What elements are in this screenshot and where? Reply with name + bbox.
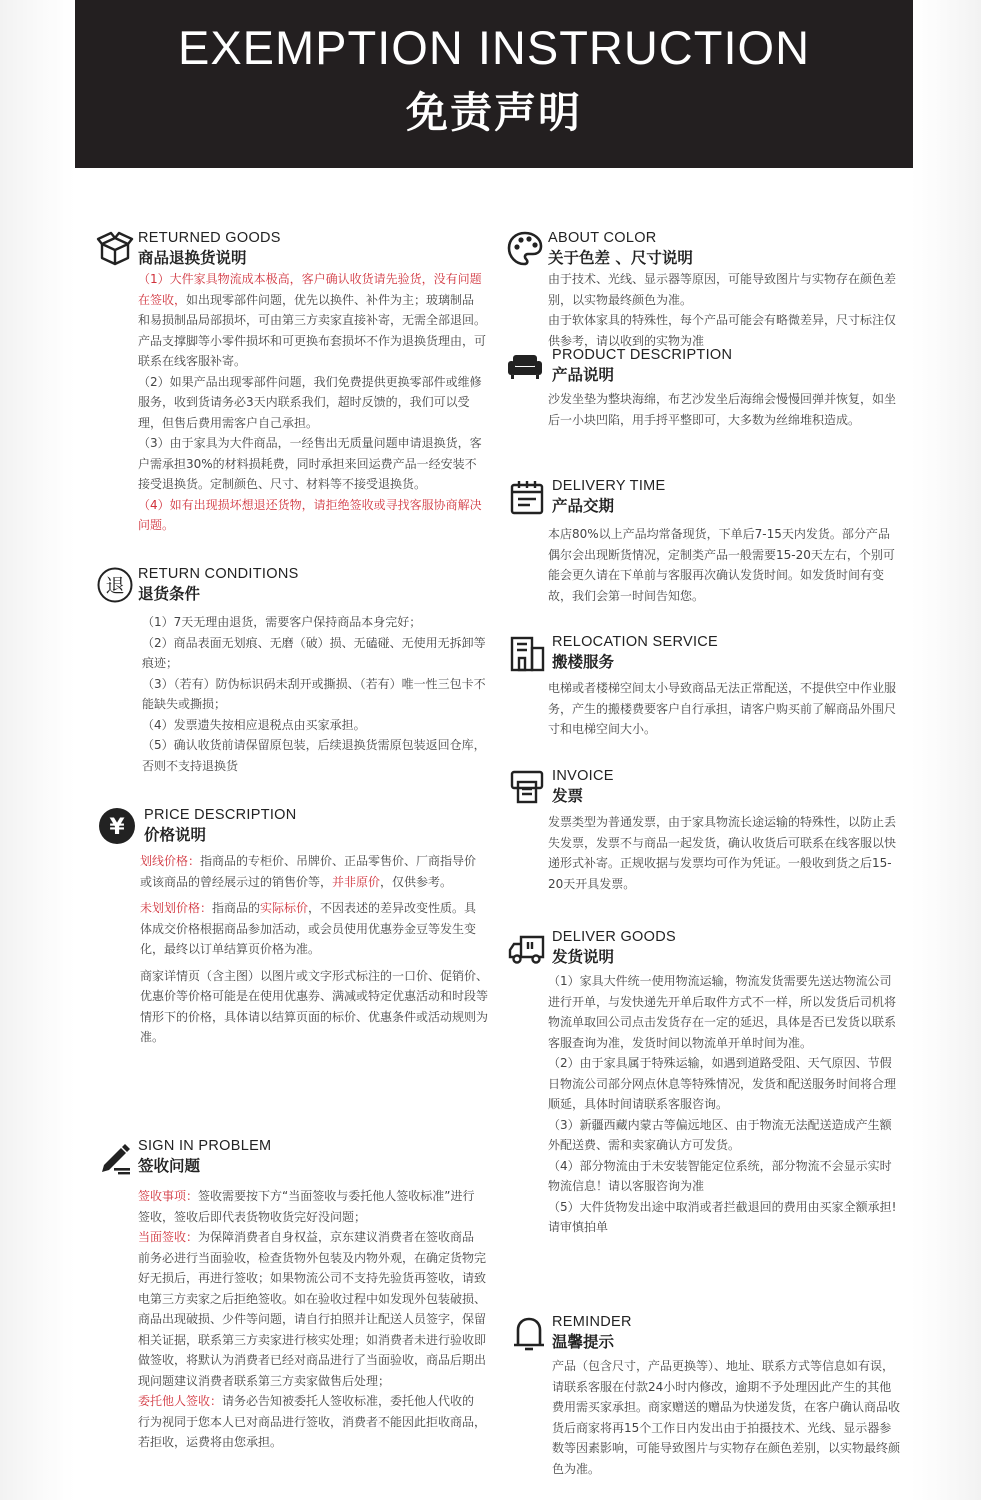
highlight-text: 并非原价 [332,874,381,889]
paragraph: （2）如果产品出现零部件问题，我们免费提供更换零部件或维修服务，收到货请务必3天内联系我们，超时反馈的，我们可以受理，但售后费用需客户自己承担。 [138,374,482,430]
section-reminder [510,1314,900,1479]
banner-title-zh: 免责声明 [405,88,582,137]
section-title-en: DELIVERY TIME [552,478,666,494]
section-body [508,678,898,740]
section-body [96,1186,486,1453]
list-item: （4）部分物流由于未安装智能定位系统，部分物流不会显示实时物流信息！请以客服咨询为准 [548,1158,892,1193]
section-header [510,1314,900,1354]
section-header [508,768,898,808]
highlight-text: （1）大件家具物流成本极高，客户确认收货请先验货，没有问题在签收， [138,272,482,307]
section-title-zh: 价格说明 [144,826,207,844]
banner-title-en: EXEMPTION INSTRUCTION [177,21,811,74]
section-header [96,230,486,270]
section-relocation-service [508,634,898,740]
section-title-zh: 发货说明 [552,948,615,966]
section-price-description [98,807,488,1048]
section-title-zh: 温馨提示 [552,1333,615,1351]
section-title-en: PRICE DESCRIPTION [144,807,297,823]
paragraph [138,269,486,372]
section-title-en: RETURNED GOODS [138,230,281,246]
list-item: （4）发票遗失按相应退税点由买家承担。 [142,717,366,732]
section-deliver-goods [508,929,898,1238]
section-title-en: REMINDER [552,1314,632,1330]
paragraph-text: 如出现零部件问题，优先以换件、补件为主；玻璃制品和易损制品局部损坏，可由第三方卖家直接补寄，无需全部退回。产品支撑脚等小零件损坏和可更换布套损坏不作为退换货理由，可联系在线客服补寄。 [138,292,487,368]
paragraph: 发票类型为普通发票，由于家具物流长途运输的特殊性，以防止丢失发票，发票不与商品一起发货，确认收货后可联系在线客服以快递形式补寄。正规收据与发票均可作为凭证。一般收到货之后15-20天开具发票。 [548,815,897,891]
section-body [98,851,488,1048]
section-title-zh: 搬楼服务 [552,653,615,671]
section-title-zh: 签收问题 [138,1157,201,1175]
section-title-en: RETURN CONDITIONS [138,566,299,582]
yen-icon [98,807,136,845]
highlight-text: 未划划价格： [140,901,213,915]
section-body [506,269,896,351]
section-header [508,929,898,969]
paragraph-text: 请务必告知被委托人签收标准，委托他人代收的行为视同于您本人已对商品进行签收，消费者不能因此拒收商品，若拒收，运费将由您承担。 [138,1394,487,1449]
section-header [98,807,488,847]
palette-icon [506,230,544,268]
section-title-zh: 关于色差 、尺寸说明 [548,249,693,267]
list-item: （5）确认收货前请保留原包装，后续退换货需原包装返回仓库，否则不支持退换货 [142,738,486,773]
list-item: （3）新疆西藏内蒙古等偏远地区、由于物流无法配送造成产生额外配送费、需和卖家确认方可发货。 [548,1117,892,1152]
highlight-text: 实际标价 [260,901,309,915]
paragraph-text: 签收需要按下方“当面签收与委托他人签收标准”进行签收，签收后即代表货物收货完好没问题； [138,1189,475,1224]
section-title-zh: 发票 [552,787,584,805]
paragraph [138,1227,486,1391]
paragraph: 产品（包含尺寸，产品更换等）、地址、联系方式等信息如有误，请联系客服在付款24小时内修改，逾期不予处理因此产生的其他费用需买家承担。商家赠送的赠品为快递发货，在客户确认商品收货后商家将再15个工作日内发出由于拍摄技术、光线、显示器参数等因素影响，可能导致图片与实物存在颜色差别，以实物最终颜色为准。 [552,1359,901,1476]
section-title-en: ABOUT COLOR [548,230,657,246]
highlight-text: 委托他人签收： [138,1394,223,1408]
return-icon-text: 退 [105,575,125,597]
list-item: （2）商品表面无划痕、无磨（破）损、无磕碰、无使用无拆卸等痕迹； [142,635,486,670]
header-banner [75,0,913,168]
section-body [96,269,486,536]
paragraph-text: 指商品的专柜价、吊牌价、正品零售价、厂商指导价或该商品的曾经展示过的销售价等， [140,854,477,889]
calendar-icon [508,478,546,516]
paragraph-text: 指商品的 [212,901,261,915]
paragraph: 沙发坐垫为整块海绵，布艺沙发坐后海绵会慢慢回弹并恢复，如坐后一小块凹陷，用手捋平整即可，大多数为丝绵堆积造成。 [548,392,897,427]
section-header [96,1138,486,1178]
section-header [96,566,486,606]
bell-icon [510,1314,548,1352]
section-title-zh: 产品交期 [552,497,615,515]
section-title-en: DELIVER GOODS [552,929,676,945]
highlight-text: 当面签收： [138,1230,199,1244]
section-title-zh: 商品退换货说明 [138,249,247,267]
paragraph-text: 为保障消费者自身权益，京东建议消费者在签收商品前务必进行当面验收，检查货物外包装及内物外观，在确定货物完好无损后，再进行签收；如果物流公司不支持先验货再签收，请致电第三方卖家之后拒绝签收。如在验收过程中如发现外包装破损、商品出现破损、少件等问题，请自行拍照并让配送人员签字，保留相关证据，联系第三方卖家进行核实处理；如消费者未进行验收即做签收，将默认为消费者已经对商品进行了当面验收，商品后期出现问题建议消费者联系第三方卖家做售后处理； [138,1230,487,1388]
building-icon [508,634,546,672]
highlight-text: 签收事项： [138,1189,199,1203]
paragraph [140,898,488,960]
section-body [508,971,898,1238]
section-title-en: INVOICE [552,768,614,784]
list-item: （3）（若有）防伪标识码未刮开或撕损、（若有）唯一性三包卡不能缺失或撕损； [142,676,486,711]
section-body [508,812,898,894]
yen-icon-text: ¥ [109,815,125,840]
section-body [510,1356,900,1479]
paragraph: 由于软体家具的特殊性，每个产品可能会有略微差异，尺寸标注仅供参考，请以收到的实物为准 [548,313,897,348]
section-delivery-time [508,478,898,606]
paragraph: 电梯或者楼梯空间太小导致商品无法正常配送，不提供空中作业服务，产生的搬楼费要客户自行承担，请客户购买前了解商品外围尺寸和电梯空间大小。 [548,681,897,736]
section-header [506,347,896,387]
list-item: （5）大件货物发出途中取消或者拦截退回的费用由买家全额承担!请审慎拍单 [548,1199,897,1234]
section-header [506,230,896,270]
section-title-zh: 产品说明 [552,366,615,384]
paragraph: 本店80%以上产品均常备现货，下单后7-15天内发货。部分产品偶尔会出现断货情况，定制类产品一般需要15-20天左右，个别可能会更久请在下单前与客服再次确认发货时间。如发货时间有变故，我们会第一时间告知您。 [548,527,895,603]
section-about-color [506,230,896,351]
truck-icon [508,929,546,967]
paragraph-text: ，仅供参考。 [380,874,453,889]
page-edge-left [0,0,75,1500]
paragraph: 由于技术、光线、显示器等原因，可能导致图片与实物存在颜色差别，以实物最终颜色为准。 [548,272,897,307]
return-icon [96,566,134,604]
section-title-en: PRODUCT DESCRIPTION [552,347,733,363]
list-item: （1）家具大件统一使用物流运输，物流发货需要先送达物流公司进行开单，与发快递先开单后取件方式不一样，所以发货后司机将物流单取回公司点击发货存在一定的延迟，具体是否已发货以联系客服查询为准，发货时间以物流单开单时间为准。 [548,974,897,1050]
section-sign-in-problem [96,1138,486,1453]
section-title-en: SIGN IN PROBLEM [138,1138,272,1154]
section-product-description [506,347,896,430]
list-item: （1）7天无理由退货，需要客户保持商品本身完好； [142,615,422,629]
paragraph [138,1186,486,1227]
list-item: （2）由于家具属于特殊运输，如遇到道路受阻、天气原因、节假日物流公司部分网点休息等特殊情况，发货和配送服务时间将合理顺延，具体时间请联系客服咨询。 [548,1056,897,1111]
section-body [506,389,896,430]
section-header [508,478,898,518]
section-return-conditions [96,566,486,776]
section-title-en: RELOCATION SERVICE [552,634,719,650]
section-body [508,524,898,606]
section-title-zh: 退货条件 [138,585,201,603]
section-body [96,612,486,776]
paragraph-highlight: （4）如有出现损坏想退还货物，请拒绝签收或寻找客服协商解决问题。 [138,497,482,532]
paragraph: （3）由于家具为大件商品，一经售出无质量问题申请退换货，客户需承担30%的材料损耗费，同时承担来回运费产品一经安装不接受退换货。定制颜色、尺寸、材料等不接受退换货。 [138,436,482,491]
pen-icon [96,1138,134,1176]
paragraph [140,851,488,892]
sofa-icon [506,347,544,385]
paragraph-text: ，不因表述的差异改变性质。具体成交价格根据商品参加活动，或会员使用优惠券金豆等发生变化，最终以订单结算页价格为准。 [140,901,477,956]
paragraph [138,1391,486,1453]
highlight-text: 划线价格： [140,854,201,868]
section-header [508,634,898,674]
section-returned-goods [96,230,486,536]
paragraph: 商家详情页（含主图）以图片或文字形式标注的一口价、促销价、优惠价等价格可能是在使用优惠券、满减或特定优惠活动和时段等情形下的价格，具体请以结算页面的标价、优惠条件或活动规则为准。 [140,968,489,1044]
page-edge-right [911,0,981,1500]
printer-icon [508,768,546,806]
box-icon [96,230,134,268]
section-invoice [508,768,898,894]
